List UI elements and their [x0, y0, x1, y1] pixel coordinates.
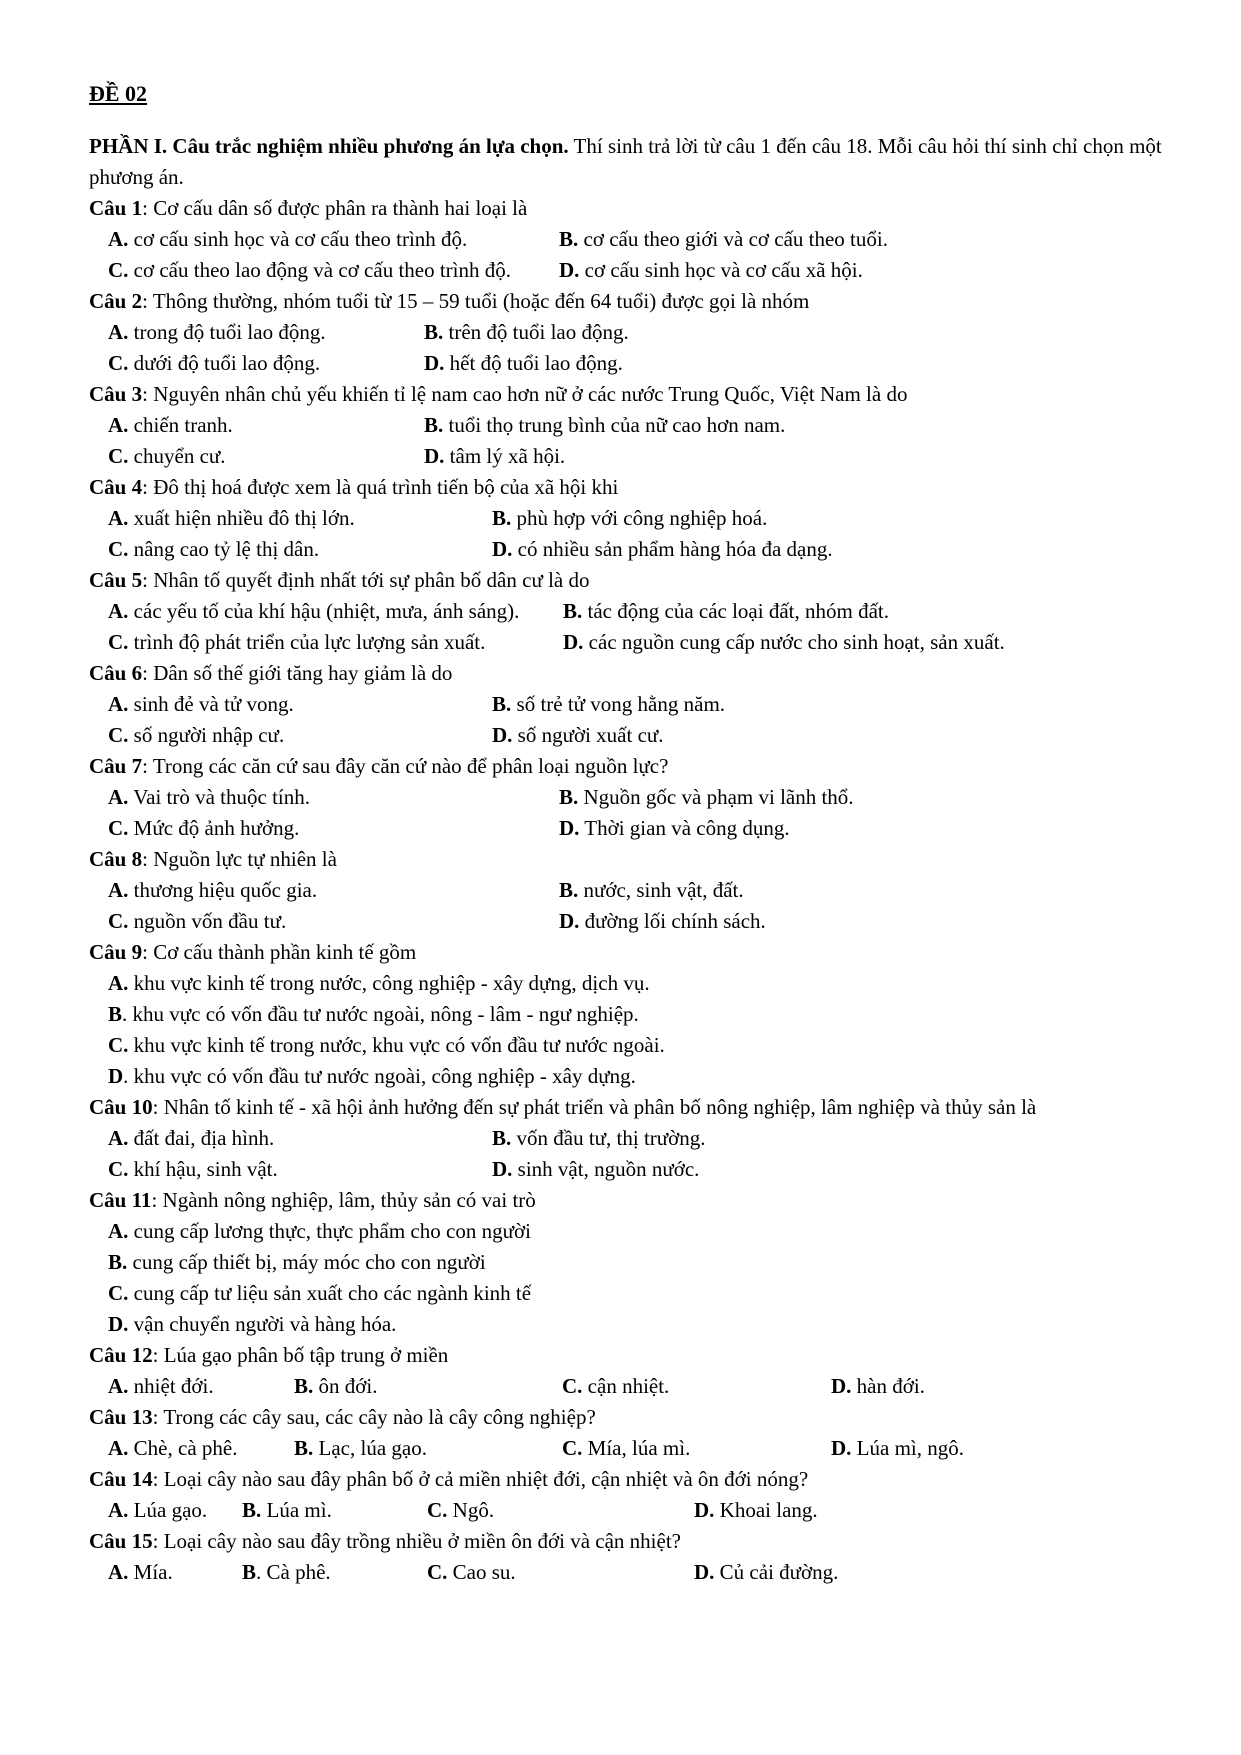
option-text: dưới độ tuổi lao động. [128, 351, 321, 375]
option-text: khu vực kinh tế trong nước, khu vực có vốn đầu tư nước ngoài. [128, 1033, 665, 1057]
option-row [89, 410, 1189, 441]
answer-option [108, 596, 519, 627]
question-text: : Thông thường, nhóm tuổi từ 15 – 59 tuổi (hoặc đến 64 tuổi) được gọi là nhóm [142, 289, 810, 313]
option-row [89, 317, 1189, 348]
option-key: B. [559, 227, 579, 251]
option-text: xuất hiện nhiều đô thị lớn. [128, 506, 355, 530]
option-text: cung cấp lương thực, thực phẩm cho con người [128, 1219, 531, 1243]
question-number: Câu 6 [89, 661, 143, 685]
answer-option [108, 1154, 278, 1185]
option-row [89, 1371, 1189, 1402]
option-key: B. [492, 506, 512, 530]
option-text: Lạc, lúa gạo. [313, 1436, 427, 1460]
option-text: vận chuyển người và hàng hóa. [128, 1312, 397, 1336]
answer-option [89, 999, 1189, 1030]
option-key: A. [108, 1560, 129, 1584]
answer-option [559, 255, 863, 286]
answer-option [492, 1123, 706, 1154]
option-text: nâng cao tỷ lệ thị dân. [128, 537, 320, 561]
answer-option [492, 534, 833, 565]
option-key: D. [831, 1436, 852, 1460]
option-text: thương hiệu quốc gia. [128, 878, 318, 902]
option-row [89, 1495, 1189, 1526]
option-text: vốn đầu tư, thị trường. [511, 1126, 706, 1150]
answer-option [563, 627, 1005, 658]
option-key: C. [562, 1374, 583, 1398]
question-number: Câu 15 [89, 1529, 153, 1553]
option-text: sinh vật, nguồn nước. [512, 1157, 700, 1181]
option-text: Lúa mì, ngô. [851, 1436, 964, 1460]
option-key: A. [108, 227, 129, 251]
option-key: C. [108, 630, 129, 654]
answer-option [492, 503, 767, 534]
answer-option [89, 1247, 1189, 1278]
option-text: Ngô. [447, 1498, 495, 1522]
question-number: Câu 7 [89, 754, 143, 778]
answer-option [294, 1433, 427, 1464]
option-key: C. [108, 1033, 129, 1057]
option-key: C. [108, 723, 129, 747]
option-key: C. [108, 537, 129, 561]
option-row [89, 1433, 1189, 1464]
option-key: D. [424, 351, 445, 375]
option-text: hàn đới. [851, 1374, 925, 1398]
option-key: A. [108, 1374, 129, 1398]
option-key: C. [108, 1157, 129, 1181]
answer-option [108, 1495, 207, 1526]
question-stem [89, 937, 1189, 968]
option-text: trên độ tuổi lao động. [443, 320, 629, 344]
option-text: số người xuất cư. [512, 723, 664, 747]
answer-option [424, 441, 565, 472]
option-text: Củ cải đường. [714, 1560, 839, 1584]
option-row [89, 906, 1189, 937]
option-text: các yếu tố của khí hậu (nhiệt, mưa, ánh sáng). [128, 599, 520, 623]
question-number: Câu 12 [89, 1343, 153, 1367]
option-text: cơ cấu sinh học và cơ cấu theo trình độ. [128, 227, 468, 251]
option-text: khu vực kinh tế trong nước, công nghiệp - xây dựng, dịch vụ. [128, 971, 650, 995]
question-stem [89, 1092, 1189, 1123]
answer-option [831, 1433, 964, 1464]
option-key: D. [108, 1312, 129, 1336]
option-key: D [108, 1064, 124, 1088]
answer-option [427, 1557, 516, 1588]
option-row [89, 875, 1189, 906]
option-key: B. [242, 1498, 262, 1522]
option-key: A. [108, 506, 129, 530]
answer-option [427, 1495, 494, 1526]
answer-option [559, 224, 888, 255]
option-row [89, 720, 1189, 751]
option-key: A. [108, 878, 129, 902]
answer-option [424, 348, 623, 379]
option-text: cung cấp thiết bị, máy móc cho con người [127, 1250, 486, 1274]
option-key: A. [108, 1126, 129, 1150]
option-text: cận nhiệt. [582, 1374, 670, 1398]
answer-option [108, 1433, 237, 1464]
option-key: B. [424, 320, 444, 344]
option-text: Lúa gạo. [128, 1498, 208, 1522]
option-text: Cao su. [447, 1560, 516, 1584]
question-text: : Đô thị hoá được xem là quá trình tiến bộ của xã hội khi [142, 475, 619, 499]
option-text: Thời gian và công dụng. [579, 816, 790, 840]
question-text: : Nguồn lực tự nhiên là [142, 847, 337, 871]
option-text: cơ cấu theo lao động và cơ cấu theo trình độ. [128, 258, 512, 282]
question-stem [89, 286, 1189, 317]
option-text: khí hậu, sinh vật. [128, 1157, 278, 1181]
question-number: Câu 2 [89, 289, 143, 313]
option-key: D. [492, 1157, 513, 1181]
option-key: C. [108, 351, 129, 375]
option-text: chuyển cư. [128, 444, 226, 468]
option-key: D. [492, 723, 513, 747]
question-number: Câu 8 [89, 847, 143, 871]
option-key: B. [294, 1374, 314, 1398]
question-stem [89, 565, 1189, 596]
option-text: số trẻ tử vong hằng năm. [511, 692, 726, 716]
option-key: D. [694, 1498, 715, 1522]
question-number: Câu 3 [89, 382, 143, 406]
answer-option [108, 813, 299, 844]
option-text: trình độ phát triển của lực lượng sản xuất. [128, 630, 486, 654]
answer-option [694, 1495, 818, 1526]
question-number: Câu 9 [89, 940, 143, 964]
option-row [89, 596, 1189, 627]
option-key: B. [559, 878, 579, 902]
answer-option [424, 410, 785, 441]
option-row [89, 627, 1189, 658]
section-intro [89, 131, 1189, 193]
answer-option [492, 720, 664, 751]
option-text: trong độ tuổi lao động. [128, 320, 326, 344]
question-text: : Ngành nông nghiệp, lâm, thủy sản có vai trò [151, 1188, 536, 1212]
answer-option [108, 720, 284, 751]
question-stem [89, 472, 1189, 503]
option-key: A. [108, 971, 129, 995]
answer-option [831, 1371, 925, 1402]
answer-option [492, 689, 725, 720]
option-key: A. [108, 599, 129, 623]
option-key: D. [559, 258, 580, 282]
question-number: Câu 13 [89, 1405, 153, 1429]
option-key: D. [694, 1560, 715, 1584]
answer-option [108, 410, 233, 441]
answer-option [108, 255, 511, 286]
option-key: C. [108, 909, 129, 933]
option-key: A. [108, 1219, 129, 1243]
option-text: Mía. [128, 1560, 173, 1584]
option-row [89, 255, 1189, 286]
question-stem [89, 658, 1189, 689]
option-row [89, 503, 1189, 534]
option-text: đất đai, địa hình. [128, 1126, 275, 1150]
option-text: . Cà phê. [256, 1560, 331, 1584]
option-text: nguồn vốn đầu tư. [128, 909, 287, 933]
answer-option [424, 317, 629, 348]
answer-option [89, 968, 1189, 999]
option-key: A. [108, 413, 129, 437]
answer-option [492, 1154, 699, 1185]
answer-option [108, 627, 485, 658]
option-key: C. [108, 1281, 129, 1305]
answer-option [559, 782, 854, 813]
answer-option [108, 1371, 214, 1402]
question-text: : Nguyên nhân chủ yếu khiến tỉ lệ nam cao hơn nữ ở các nước Trung Quốc, Việt Nam là do [142, 382, 908, 406]
answer-option [108, 906, 286, 937]
question-list [89, 193, 1189, 1588]
option-key: A. [108, 785, 129, 809]
answer-option [108, 875, 317, 906]
question-stem [89, 751, 1189, 782]
answer-option [108, 1123, 274, 1154]
option-row [89, 813, 1189, 844]
option-text: Khoai lang. [714, 1498, 818, 1522]
option-key: C. [427, 1498, 448, 1522]
document-page [89, 80, 1189, 1588]
option-row [89, 689, 1189, 720]
question-stem [89, 1340, 1189, 1371]
answer-option [89, 1030, 1189, 1061]
option-row [89, 1123, 1189, 1154]
option-text: chiến tranh. [128, 413, 233, 437]
answer-option [563, 596, 889, 627]
answer-option [89, 1278, 1189, 1309]
option-text: . khu vực có vốn đầu tư nước ngoài, công nghiệp - xây dựng. [123, 1064, 636, 1088]
option-key: B. [108, 1250, 128, 1274]
question-stem [89, 1526, 1189, 1557]
option-key: B. [424, 413, 444, 437]
option-key: B. [559, 785, 579, 809]
option-text: cơ cấu sinh học và cơ cấu xã hội. [579, 258, 863, 282]
option-key: D. [559, 816, 580, 840]
question-text: : Nhân tố kinh tế - xã hội ảnh hưởng đến sự phát triển và phân bố nông nghiệp, lâm nghiệp và thủy sản là [152, 1095, 1037, 1119]
question-stem [89, 1402, 1189, 1433]
answer-option [89, 1309, 1189, 1340]
option-text: đường lối chính sách. [579, 909, 766, 933]
option-key: D. [492, 537, 513, 561]
option-text: Chè, cà phê. [128, 1436, 238, 1460]
option-text: Lúa mì. [261, 1498, 332, 1522]
option-key: C. [108, 444, 129, 468]
question-text: : Dân số thế giới tăng hay giảm là do [142, 661, 453, 685]
option-row [89, 441, 1189, 472]
question-stem [89, 1185, 1189, 1216]
answer-option [694, 1557, 838, 1588]
option-key: A. [108, 1498, 129, 1522]
option-key: B [108, 1002, 123, 1026]
option-text: ôn đới. [313, 1374, 378, 1398]
answer-option [242, 1557, 331, 1588]
option-text: sinh đẻ và tử vong. [128, 692, 294, 716]
option-text: nhiệt đới. [128, 1374, 214, 1398]
question-text: : Cơ cấu dân số được phân ra thành hai loại là [142, 196, 528, 220]
option-text: Mía, lúa mì. [582, 1436, 691, 1460]
option-text: Vai trò và thuộc tính. [128, 785, 311, 809]
question-text: : Cơ cấu thành phần kinh tế gồm [142, 940, 417, 964]
option-text: các nguồn cung cấp nước cho sinh hoạt, sản xuất. [583, 630, 1005, 654]
option-row [89, 224, 1189, 255]
option-key: C. [562, 1436, 583, 1460]
answer-option [108, 534, 319, 565]
option-text: cơ cấu theo giới và cơ cấu theo tuổi. [578, 227, 888, 251]
answer-option [294, 1371, 377, 1402]
question-stem [89, 844, 1189, 875]
option-key: A. [108, 692, 129, 716]
option-text: phù hợp với công nghiệp hoá. [511, 506, 768, 530]
option-key: D. [831, 1374, 852, 1398]
question-number: Câu 11 [89, 1188, 152, 1212]
answer-option [89, 1061, 1189, 1092]
answer-option [242, 1495, 332, 1526]
option-key: A. [108, 320, 129, 344]
answer-option [89, 1216, 1189, 1247]
option-key: D. [424, 444, 445, 468]
option-key: C. [427, 1560, 448, 1584]
option-row [89, 348, 1189, 379]
exam-title: ĐỀ 02 [89, 81, 148, 106]
option-text: có nhiều sản phẩm hàng hóa đa dạng. [512, 537, 833, 561]
option-key: B. [492, 1126, 512, 1150]
option-text: . khu vực có vốn đầu tư nước ngoài, nông - lâm - ngư nghiệp. [122, 1002, 639, 1026]
answer-option [559, 906, 766, 937]
question-stem [89, 379, 1189, 410]
question-text: : Lúa gạo phân bố tập trung ở miền [152, 1343, 449, 1367]
question-text: : Trong các cây sau, các cây nào là cây công nghiệp? [152, 1405, 596, 1429]
option-key: C. [108, 258, 129, 282]
question-number: Câu 10 [89, 1095, 153, 1119]
option-row [89, 1154, 1189, 1185]
option-text: hết độ tuổi lao động. [444, 351, 623, 375]
option-key: C. [108, 816, 129, 840]
answer-option [108, 441, 226, 472]
option-text: tuổi thọ trung bình của nữ cao hơn nam. [443, 413, 786, 437]
answer-option [108, 503, 355, 534]
question-text: : Nhân tố quyết định nhất tới sự phân bố dân cư là do [142, 568, 590, 592]
option-text: số người nhập cư. [128, 723, 285, 747]
option-row [89, 1557, 1189, 1588]
answer-option [108, 689, 294, 720]
option-key: A. [108, 1436, 129, 1460]
option-text: Mức độ ảnh hưởng. [128, 816, 300, 840]
section-heading: PHẦN I. Câu trắc nghiệm nhiều phương án lựa chọn. [89, 134, 569, 158]
option-row [89, 534, 1189, 565]
answer-option [108, 782, 310, 813]
answer-option [559, 875, 744, 906]
option-key: B [242, 1560, 257, 1584]
option-key: D. [563, 630, 584, 654]
question-stem [89, 193, 1189, 224]
option-text: cung cấp tư liệu sản xuất cho các ngành kinh tế [128, 1281, 532, 1305]
answer-option [562, 1433, 690, 1464]
question-stem [89, 1464, 1189, 1495]
option-text: tác động của các loại đất, nhóm đất. [582, 599, 889, 623]
answer-option [108, 348, 320, 379]
question-number: Câu 4 [89, 475, 143, 499]
question-text: : Loại cây nào sau đây phân bố ở cả miền nhiệt đới, cận nhiệt và ôn đới nóng? [152, 1467, 809, 1491]
option-row [89, 782, 1189, 813]
answer-option [559, 813, 790, 844]
question-number: Câu 14 [89, 1467, 153, 1491]
answer-option [562, 1371, 669, 1402]
answer-option [108, 1557, 173, 1588]
option-text: tâm lý xã hội. [444, 444, 566, 468]
option-key: B. [492, 692, 512, 716]
section-instructions: Thí sinh trả lời từ câu 1 đến câu 18. Mỗi câu hỏi thí sinh chỉ chọn một phương án. [89, 134, 1162, 189]
question-number: Câu 1 [89, 196, 143, 220]
question-text: : Loại cây nào sau đây trồng nhiều ở miền ôn đới và cận nhiệt? [152, 1529, 681, 1553]
option-key: B. [563, 599, 583, 623]
option-text: Nguồn gốc và phạm vi lãnh thổ. [578, 785, 854, 809]
answer-option [108, 224, 467, 255]
option-key: B. [294, 1436, 314, 1460]
option-text: nước, sinh vật, đất. [578, 878, 744, 902]
question-number: Câu 5 [89, 568, 143, 592]
option-key: D. [559, 909, 580, 933]
question-text: : Trong các căn cứ sau đây căn cứ nào để phân loại nguồn lực? [142, 754, 669, 778]
answer-option [108, 317, 326, 348]
